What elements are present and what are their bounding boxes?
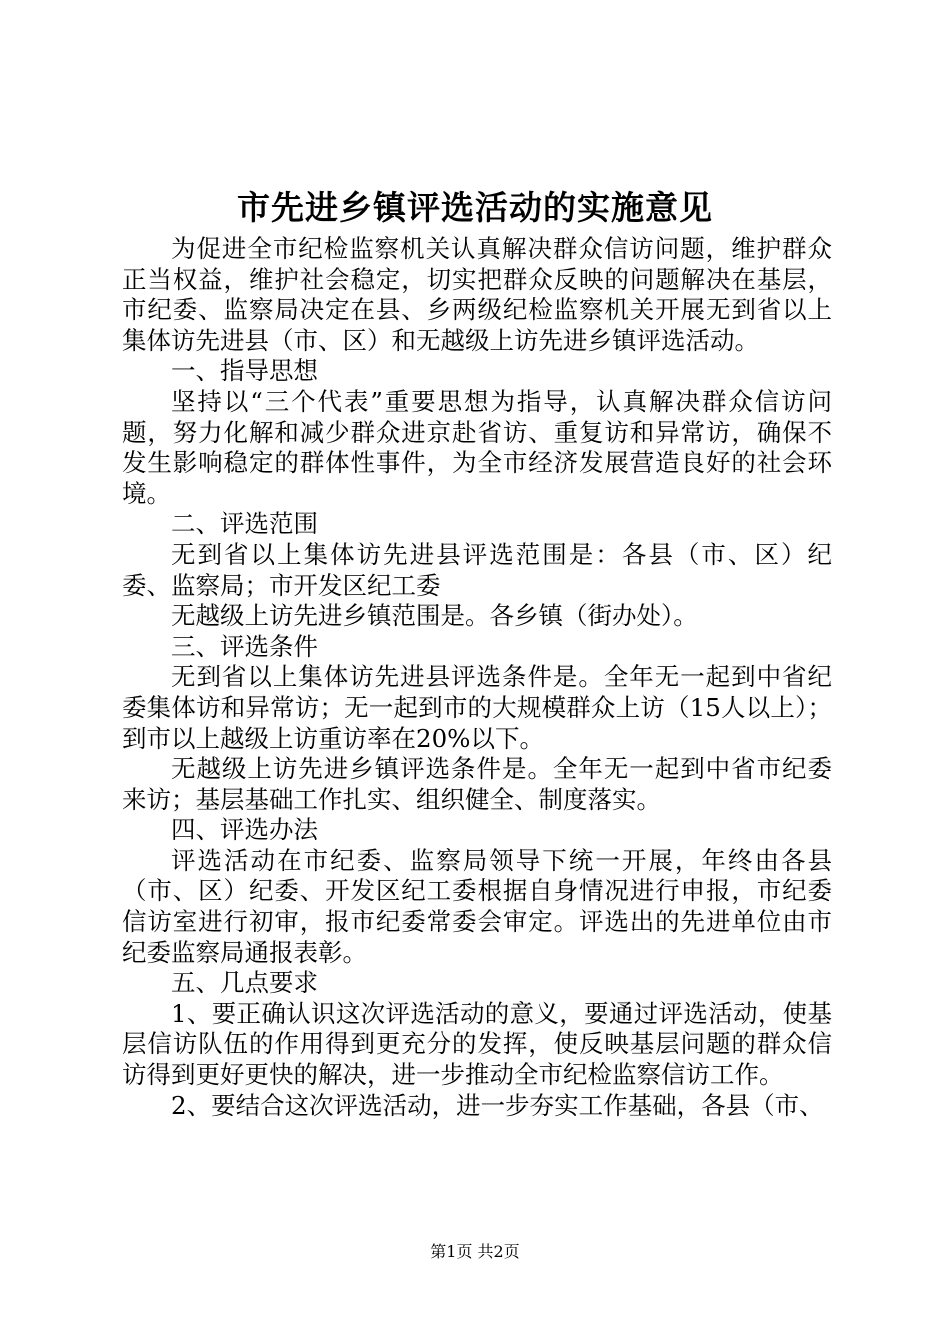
paragraph-intro: 为促进全市纪检监察机关认真解决群众信访问题，维护群众正当权益，维护社会稳定，切实把群众反映的问题解决在基层，市纪委、监察局决定在县、乡两级纪检监察机关开展无到省以上集体访先进县（市、区）和无越级上访先进乡镇评选活动。 [122, 234, 832, 355]
section-heading-requirements: 五、几点要求 [171, 968, 318, 998]
document-body [122, 234, 832, 1121]
paragraph-guiding-ideology: 坚持以“三个代表”重要思想为指导，认真解决群众信访问题，努力化解和减少群众进京赴省访、重复访和异常访，确保不发生影响稳定的群体性事件，为全市经济发展营造良好的社会环境。 [122, 386, 832, 508]
section-heading-conditions: 三、评选条件 [171, 631, 318, 661]
section-heading-methods: 四、评选办法 [171, 815, 318, 845]
paragraph-methods: 评选活动在市纪委、监察局领导下统一开展，年终由各县（市、区）纪委、开发区纪工委根据自身情况进行申报，市纪委信访室进行初审，报市纪委常委会审定。评选出的先进单位由市纪委监察局通报表彰。 [122, 845, 832, 967]
paragraph-requirement-2: 2、要结合这次评选活动，进一步夯实工作基础，各县（市、 [171, 1090, 824, 1120]
page-footer: 第1页 共2页 [430, 1242, 520, 1261]
section-heading-scope: 二、评选范围 [171, 509, 318, 539]
section-heading-guiding-ideology: 一、指导思想 [171, 356, 318, 386]
paragraph-requirement-1: 1、要正确认识这次评选活动的意义，要通过评选活动，使基层信访队伍的作用得到更充分的发挥，使反映基层问题的群众信访得到更好更快的解决，进一步推动全市纪检监察信访工作。 [122, 998, 832, 1090]
document-title: 市先进乡镇评选活动的实施意见 [237, 188, 713, 227]
paragraph-scope-county: 无到省以上集体访先进县评选范围是：各县（市、区）纪委、监察局；市开发区纪工委 [122, 539, 832, 600]
paragraph-conditions-township: 无越级上访先进乡镇评选条件是。全年无一起到中省市纪委来访；基层基础工作扎实、组织健全、制度落实。 [122, 754, 832, 814]
paragraph-scope-township: 无越级上访先进乡镇范围是。各乡镇（街办处）。 [171, 601, 698, 631]
paragraph-conditions-county: 无到省以上集体访先进县评选条件是。全年无一起到中省纪委集体访和异常访；无一起到市的大规模群众上访（15人以上）；到市以上越级上访重访率在20%以下。 [122, 662, 832, 753]
